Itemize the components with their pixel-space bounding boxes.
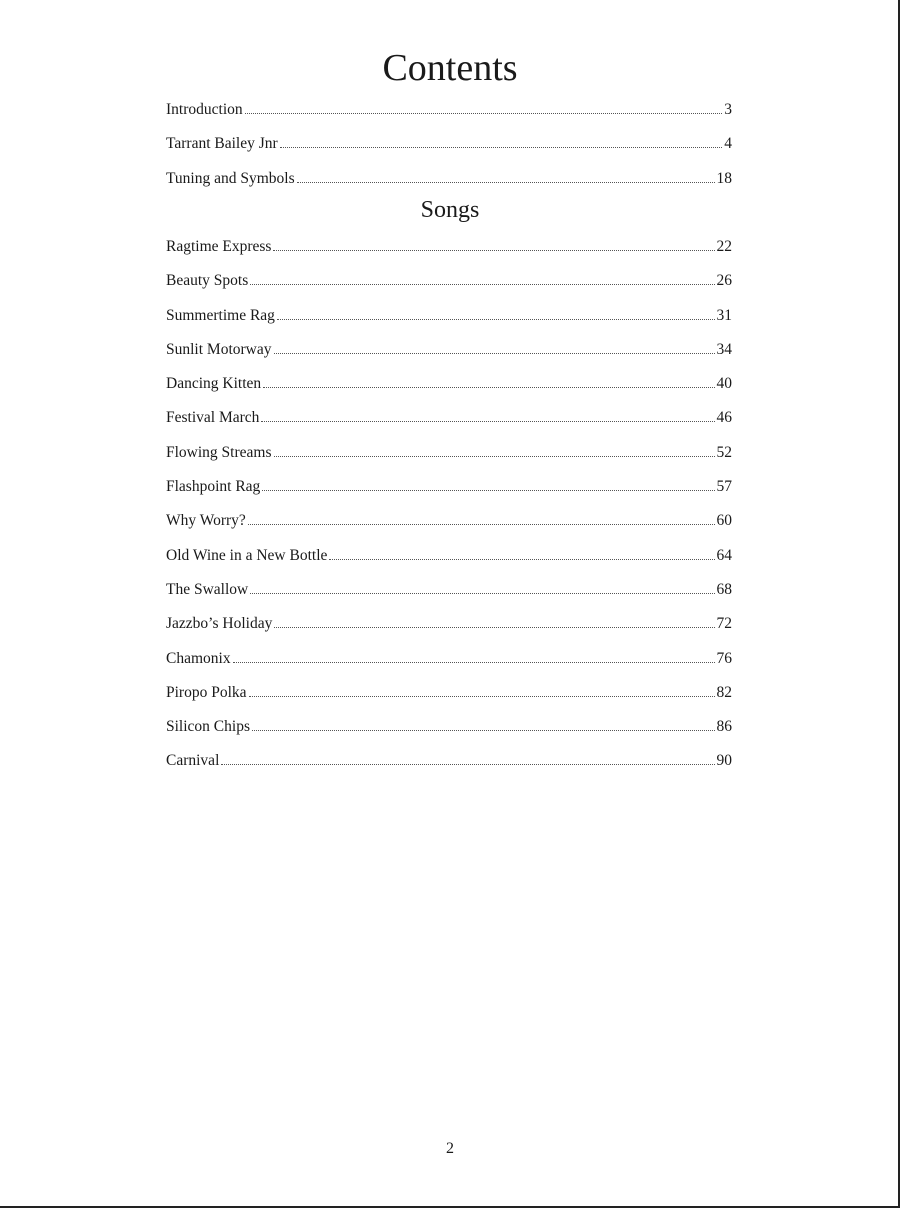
toc-entry-page: 57 (716, 478, 732, 496)
dot-leader (274, 352, 715, 354)
toc-entry[interactable] (166, 716, 732, 750)
toc-entry-title: Sunlit Motorway (166, 340, 272, 358)
toc-entry-page: 22 (716, 238, 732, 255)
toc-entry-page: 4 (724, 135, 732, 153)
toc-entry-page: 76 (716, 649, 732, 667)
toc-entry-title: Flowing Streams (166, 443, 272, 461)
toc-entry[interactable] (166, 476, 732, 510)
toc-entry-page: 34 (716, 340, 732, 358)
toc-entry-title: Ragtime Express (166, 238, 272, 255)
toc-entry-title: Tarrant Bailey Jnr (166, 135, 278, 153)
toc-entry[interactable] (166, 442, 732, 476)
toc-entry-title: The Swallow (166, 580, 249, 598)
toc-entry-title: Flashpoint Rag (166, 478, 261, 496)
toc-entry[interactable] (166, 407, 732, 441)
dot-leader (263, 386, 714, 388)
page-number: 2 (446, 1140, 454, 1157)
section-heading-songs: Songs (420, 197, 480, 223)
toc-entry-page: 82 (716, 683, 732, 701)
toc-entry-title: Dancing Kitten (166, 375, 262, 393)
page-title: Contents (382, 47, 518, 89)
toc-entry[interactable] (166, 133, 732, 167)
toc-entry-page: 52 (716, 443, 732, 461)
toc-entry-page: 64 (716, 546, 732, 564)
toc-entry-page: 46 (716, 409, 732, 427)
dot-leader (274, 626, 714, 628)
dot-leader (252, 729, 715, 731)
toc-entry[interactable] (166, 579, 732, 613)
dot-leader (250, 592, 714, 594)
dot-leader (233, 661, 715, 663)
dot-leader (273, 249, 714, 251)
toc-entry-page: 90 (716, 752, 732, 770)
toc-entry[interactable] (166, 613, 732, 647)
toc-entry[interactable] (166, 648, 732, 682)
toc-entry-page: 3 (724, 101, 732, 118)
toc-entry-title: Chamonix (166, 649, 231, 667)
toc-entry[interactable] (166, 339, 732, 373)
dot-leader (329, 558, 714, 560)
toc-entry-page: 68 (716, 580, 732, 598)
toc-entry[interactable] (166, 236, 732, 270)
dot-leader (277, 318, 715, 320)
toc-entry[interactable] (166, 373, 732, 407)
toc-entry-title: Tuning and Symbols (166, 169, 295, 187)
toc-entry-title: Jazzbo’s Holiday (166, 615, 273, 633)
dot-leader (245, 112, 723, 114)
toc-entry-title: Why Worry? (166, 512, 246, 530)
dot-leader (261, 420, 714, 422)
toc-entry-title: Introduction (166, 101, 243, 118)
toc-entry-page: 72 (716, 615, 732, 633)
toc-entry[interactable] (166, 305, 732, 339)
toc-entry[interactable] (166, 99, 732, 133)
toc-entry-title: Summertime Rag (166, 306, 275, 324)
toc-entry-title: Silicon Chips (166, 718, 250, 736)
toc-list-front-matter (166, 99, 732, 202)
toc-entry-page: 18 (716, 169, 732, 187)
toc-entry-title: Piropo Polka (166, 683, 247, 701)
toc-entry-title: Old Wine in a New Bottle (166, 546, 328, 564)
toc-entry[interactable] (166, 545, 732, 579)
toc-entry[interactable] (166, 510, 732, 544)
dot-leader (297, 181, 715, 183)
toc-entry[interactable] (166, 270, 732, 304)
dot-leader (249, 695, 715, 697)
toc-entry-page: 31 (716, 306, 732, 324)
dot-leader (262, 489, 714, 491)
toc-entry[interactable] (166, 750, 732, 784)
toc-list-songs (166, 236, 732, 785)
toc-entry-page: 40 (716, 375, 732, 393)
toc-entry[interactable] (166, 682, 732, 716)
toc-entry-title: Beauty Spots (166, 272, 249, 290)
toc-entry-page: 26 (716, 272, 732, 290)
toc-entry-title: Carnival (166, 752, 220, 770)
dot-leader (274, 455, 715, 457)
dot-leader (221, 763, 714, 765)
toc-entry-page: 60 (716, 512, 732, 530)
toc-entry-title: Festival March (166, 409, 260, 427)
dot-leader (248, 523, 715, 525)
dot-leader (280, 146, 723, 148)
dot-leader (250, 283, 714, 285)
toc-entry-page: 86 (716, 718, 732, 736)
